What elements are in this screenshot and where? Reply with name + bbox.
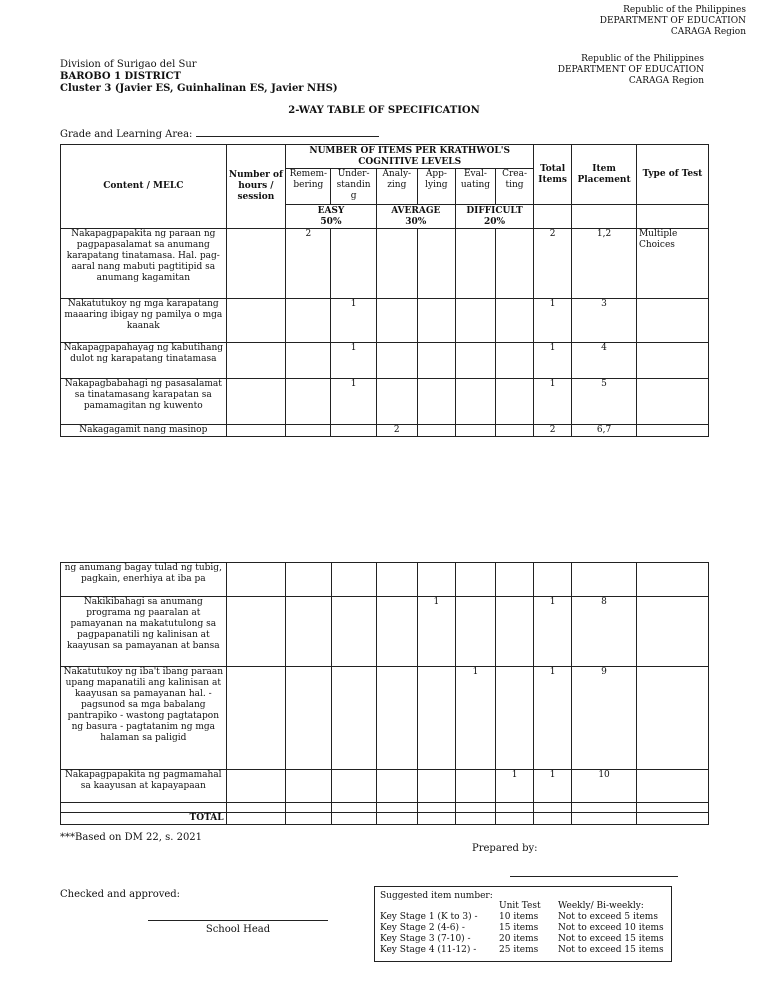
suggested-items-box	[374, 886, 672, 962]
blank-cell	[534, 813, 572, 825]
table-row	[61, 667, 709, 770]
content-cell: ng anumang bagay tulad ng tubig, pagkain, enerhiya at iba pa	[61, 563, 227, 597]
key-stage-label: Key Stage 3 (7-10) -	[380, 934, 471, 944]
unit-test-items: 10 items	[499, 912, 539, 922]
hours-cell	[226, 803, 286, 813]
unit-test-items: 15 items	[499, 923, 539, 933]
total-items-cell	[534, 803, 572, 813]
blank-cell	[417, 813, 455, 825]
level-count-cell	[417, 379, 455, 425]
level-applying: App-lying	[417, 169, 455, 205]
header-second-region: CARAGA Region	[628, 76, 704, 86]
level-count-cell: 2	[376, 425, 417, 437]
type-of-test-cell	[636, 563, 708, 597]
total-items-cell: 1	[534, 379, 572, 425]
level-count-cell	[376, 667, 417, 770]
blank-cell	[376, 813, 417, 825]
total-items-cell: 2	[534, 229, 572, 299]
suggested-col-weekly: Weekly/ Bi-weekly:	[558, 901, 644, 911]
difficulty-difficult	[455, 205, 533, 229]
level-count-cell	[331, 667, 376, 770]
item-placement-cell: 4	[572, 343, 637, 379]
level-count-cell	[495, 299, 533, 343]
level-count-cell	[331, 597, 376, 667]
type-of-test-cell	[636, 379, 708, 425]
level-count-cell	[376, 803, 417, 813]
level-count-cell	[286, 379, 331, 425]
level-count-cell: 2	[286, 229, 331, 299]
hours-cell	[226, 229, 286, 299]
difficulty-difficult-pct: 20%	[483, 216, 506, 227]
level-count-cell: 1	[417, 597, 455, 667]
item-placement-cell: 5	[572, 379, 637, 425]
level-count-cell: 1	[455, 667, 495, 770]
header-top-republic: Republic of the Philippines	[623, 5, 746, 15]
table-row	[61, 343, 709, 379]
header-content: Content / MELC	[61, 145, 227, 229]
item-placement-cell: 9	[572, 667, 637, 770]
difficulty-easy-pct: 50%	[320, 216, 342, 227]
blank-cell	[534, 205, 572, 229]
blank-cell	[572, 813, 637, 825]
level-count-cell	[455, 770, 495, 803]
header-top-region: CARAGA Region	[670, 27, 746, 37]
total-items-cell: 1	[534, 667, 572, 770]
hours-cell	[226, 563, 286, 597]
level-count-cell	[331, 229, 376, 299]
header-total-items: Total Items	[534, 145, 572, 205]
difficulty-average	[376, 205, 455, 229]
level-count-cell	[455, 563, 495, 597]
level-count-cell	[455, 425, 495, 437]
content-cell: Nakapagpapakita ng paraan ng pagpapasalamat sa anumang karapatang tinatamasa. Hal. pag-aaral nang mabuti pagtitipid sa anumang kagamitan	[61, 229, 227, 299]
level-count-cell	[376, 299, 417, 343]
level-count-cell	[495, 229, 533, 299]
level-count-cell	[455, 343, 495, 379]
level-count-cell	[455, 299, 495, 343]
type-of-test-cell	[636, 343, 708, 379]
key-stage-label: Key Stage 2 (4-6) -	[380, 923, 465, 933]
header-cognitive-levels: NUMBER OF ITEMS PER KRATHWOL'S COGNITIVE LEVELS	[286, 145, 534, 169]
level-count-cell	[417, 563, 455, 597]
content-cell: Nakatutukoy ng iba't ibang paraan upang mapanatili ang kalinisan at kaayusan sa pamayanan hal. - pagsunod sa mga babalang pantrapiko - wastong pagtatapon ng basura - pagtatanim ng mga halaman sa paligid	[61, 667, 227, 770]
level-count-cell	[417, 803, 455, 813]
level-count-cell	[496, 803, 534, 813]
hours-cell	[226, 379, 286, 425]
difficulty-easy	[286, 205, 377, 229]
content-cell: Nakatutukoy ng mga karapatang maaaring ibigay ng pamilya o mga kaanak	[61, 299, 227, 343]
document-title: 2-WAY TABLE OF SPECIFICATION	[288, 105, 480, 116]
weekly-items: Not to exceed 10 items	[558, 923, 664, 933]
difficulty-difficult-label: DIFFICULT	[466, 205, 523, 216]
unit-test-items: 20 items	[499, 934, 539, 944]
spec-table-page1	[60, 144, 709, 437]
level-count-cell	[376, 229, 417, 299]
prepared-by-signature-line	[510, 876, 678, 877]
difficulty-easy-label: EASY	[317, 205, 345, 216]
table-row	[61, 597, 709, 667]
level-count-cell	[376, 597, 417, 667]
item-placement-cell	[572, 563, 637, 597]
content-cell: Nakapagbabahagi ng pasasalamat sa tinatamasang karapatan sa pamamagitan ng kuwento	[61, 379, 227, 425]
total-items-cell: 1	[534, 299, 572, 343]
type-of-test-cell	[636, 597, 708, 667]
level-understanding: Under-standin g	[331, 169, 376, 205]
level-count-cell	[376, 379, 417, 425]
suggested-title: Suggested item number:	[380, 891, 493, 901]
content-cell: Nakikibahagi sa anumang programa ng paaralan at pamayanan na makatutulong sa pagpapanatili ng kalinisan at kaayusan sa pamayanan at bansa	[61, 597, 227, 667]
blank-cell	[572, 205, 637, 229]
level-count-cell: 1	[331, 299, 376, 343]
checked-approved-label: Checked and approved:	[60, 889, 181, 900]
level-count-cell	[331, 770, 376, 803]
level-count-cell	[331, 425, 376, 437]
header-second-republic: Republic of the Philippines	[581, 54, 704, 64]
hours-cell	[226, 425, 286, 437]
school-head-label: School Head	[205, 924, 271, 935]
total-items-cell: 1	[534, 770, 572, 803]
level-count-cell	[286, 770, 331, 803]
blank-cell	[636, 205, 708, 229]
hours-cell	[226, 667, 286, 770]
difficulty-average-label: AVERAGE	[391, 205, 441, 216]
type-of-test-cell	[636, 299, 708, 343]
grade-area-label: Grade and Learning Area:	[60, 129, 193, 140]
blank-cell	[496, 813, 534, 825]
hours-cell	[226, 299, 286, 343]
level-count-cell	[455, 597, 495, 667]
level-analyzing: Analy-zing	[376, 169, 417, 205]
total-items-cell	[534, 563, 572, 597]
unit-test-items: 25 items	[499, 945, 539, 955]
hours-cell	[226, 597, 286, 667]
content-cell: Nakapagpapakita ng pagmamahal sa kaayusan at kapayapaan	[61, 770, 227, 803]
level-count-cell	[331, 803, 376, 813]
division-name: Division of Surigao del Sur	[60, 59, 197, 70]
grade-area-blank	[196, 127, 379, 137]
blank-cell	[636, 813, 708, 825]
level-count-cell	[455, 803, 495, 813]
difficulty-average-pct: 30%	[405, 216, 427, 227]
type-of-test-cell	[636, 803, 708, 813]
table-row	[61, 770, 709, 803]
level-count-cell	[496, 667, 534, 770]
level-count-cell	[495, 343, 533, 379]
level-count-cell	[286, 667, 331, 770]
level-remembering: Remem-bering	[286, 169, 331, 205]
level-evaluating: Eval-uating	[455, 169, 495, 205]
district-name: BAROBO 1 DISTRICT	[60, 71, 181, 82]
blank-cell	[455, 813, 495, 825]
hours-cell	[226, 343, 286, 379]
spec-table-page2	[60, 562, 709, 825]
key-stage-label: Key Stage 4 (11-12) -	[380, 945, 477, 955]
suggested-col-unit: Unit Test	[499, 901, 541, 911]
level-count-cell	[331, 563, 376, 597]
level-count-cell	[417, 299, 455, 343]
level-count-cell	[417, 425, 455, 437]
header-hours: Number of hours / session	[226, 145, 286, 229]
level-count-cell: 1	[331, 343, 376, 379]
level-count-cell	[286, 343, 331, 379]
table-row	[61, 379, 709, 425]
level-count-cell	[286, 563, 331, 597]
level-count-cell	[376, 563, 417, 597]
key-stage-label: Key Stage 1 (K to 3) -	[380, 912, 478, 922]
blank-cell	[286, 813, 331, 825]
header-second-deped: DEPARTMENT OF EDUCATION	[557, 65, 704, 75]
level-count-cell	[417, 343, 455, 379]
level-count-cell	[455, 379, 495, 425]
level-creating: Crea-ting	[495, 169, 533, 205]
blank-cell	[331, 813, 376, 825]
level-count-cell	[495, 425, 533, 437]
weekly-items: Not to exceed 15 items	[558, 945, 664, 955]
table-row	[61, 803, 709, 813]
level-count-cell: 1	[331, 379, 376, 425]
school-block	[60, 59, 338, 95]
item-placement-cell: 6,7	[572, 425, 637, 437]
level-count-cell	[286, 803, 331, 813]
level-count-cell	[286, 425, 331, 437]
content-cell: Nakagagamit nang masinop	[61, 425, 227, 437]
type-of-test-cell: Multiple Choices	[636, 229, 708, 299]
weekly-items: Not to exceed 15 items	[558, 934, 664, 944]
table-row	[61, 425, 709, 437]
type-of-test-cell	[636, 425, 708, 437]
item-placement-cell	[572, 803, 637, 813]
level-count-cell	[417, 667, 455, 770]
level-count-cell	[286, 299, 331, 343]
level-count-cell	[496, 597, 534, 667]
level-count-cell	[376, 770, 417, 803]
level-count-cell	[417, 229, 455, 299]
item-placement-cell: 1,2	[572, 229, 637, 299]
footnote: ***Based on DM 22, s. 2021	[60, 832, 203, 843]
content-cell: Nakapagpapahayag ng kabutihang dulot ng karapatang tinatamasa	[61, 343, 227, 379]
cluster-name: Cluster 3 (Javier ES, Guinhalinan ES, Javier NHS)	[60, 83, 338, 94]
level-count-cell	[495, 379, 533, 425]
header-second	[558, 54, 704, 87]
blank-cell	[226, 813, 286, 825]
item-placement-cell: 8	[572, 597, 637, 667]
content-cell	[61, 803, 227, 813]
item-placement-cell: 3	[572, 299, 637, 343]
level-count-cell	[286, 597, 331, 667]
level-count-cell: 1	[496, 770, 534, 803]
total-items-cell: 2	[534, 425, 572, 437]
table-row	[61, 299, 709, 343]
total-items-cell: 1	[534, 343, 572, 379]
total-label: TOTAL	[61, 813, 227, 825]
school-head-signature-line	[148, 920, 328, 921]
header-top-deped: DEPARTMENT OF EDUCATION	[599, 16, 746, 26]
header-item-placement: Item Placement	[572, 145, 637, 205]
prepared-by-label: Prepared by:	[472, 843, 538, 854]
weekly-items: Not to exceed 5 items	[558, 912, 658, 922]
hours-cell	[226, 770, 286, 803]
header-type-of-test: Type of Test	[636, 145, 708, 205]
header-top	[600, 5, 746, 38]
level-count-cell	[496, 563, 534, 597]
level-count-cell	[455, 229, 495, 299]
grade-area-row	[60, 127, 379, 141]
level-count-cell	[376, 343, 417, 379]
level-count-cell	[417, 770, 455, 803]
table-row	[61, 229, 709, 299]
item-placement-cell: 10	[572, 770, 637, 803]
type-of-test-cell	[636, 667, 708, 770]
type-of-test-cell	[636, 770, 708, 803]
table-row	[61, 563, 709, 597]
total-items-cell: 1	[534, 597, 572, 667]
